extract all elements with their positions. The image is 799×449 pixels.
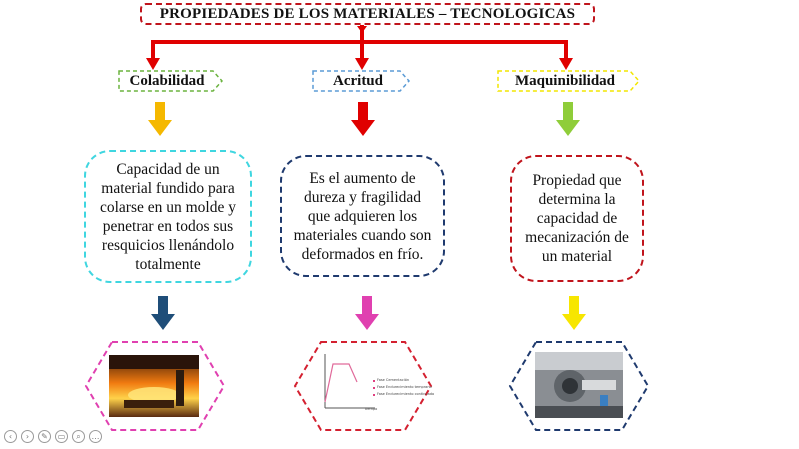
connector-arrowhead-right — [559, 58, 573, 70]
lathe-photo-image — [535, 352, 623, 418]
title-arrowhead — [357, 26, 367, 33]
hexagon-acritud — [293, 340, 433, 432]
pen-icon[interactable]: ✎ — [38, 430, 51, 443]
arrow-down-icon — [556, 102, 580, 136]
hexagon-maquinibilidad — [508, 340, 650, 432]
tag-maquinibilidad — [497, 70, 640, 92]
hexagon-colabilidad — [84, 340, 226, 432]
arrow-down-icon — [355, 296, 379, 330]
next-icon[interactable]: › — [21, 430, 34, 443]
arrow-down-icon — [151, 296, 175, 330]
tag-colabilidad — [118, 70, 223, 92]
graph-legend-item: Fase Cementación — [377, 378, 410, 382]
tag-label: Colabilidad — [129, 72, 205, 89]
prev-icon[interactable]: ‹ — [4, 430, 17, 443]
description-card-colabilidad: Capacidad de un material fundido para colarse en un molde y penetrar en todos sus resquicios llenándolo totalmente — [84, 150, 252, 283]
casting-photo-image — [109, 355, 199, 417]
description-card-maquinibilidad: Propiedad que determina la capacidad de mecanización de un material — [510, 155, 644, 282]
graph-legend-item: Fase Endurecimiento temprano — [377, 385, 432, 389]
arrow-down-icon — [562, 296, 586, 330]
more-icon[interactable]: … — [89, 430, 102, 443]
graph-legend-item: Fase Endurecimiento continuado — [377, 392, 435, 396]
connector-arrowhead-center — [355, 58, 369, 70]
arrow-down-icon — [148, 102, 172, 136]
zoom-icon[interactable]: ⌕ — [72, 430, 85, 443]
eraser-icon[interactable]: ▭ — [55, 430, 68, 443]
tag-label: Maquinibilidad — [514, 72, 616, 89]
connector-arrowhead-left — [146, 58, 160, 70]
tag-acritud — [312, 70, 410, 92]
presentation-toolbar — [4, 430, 102, 443]
description-card-acritud: Es el aumento de dureza y fragilidad que adquieren los materiales cuando son deformados en frío. — [280, 155, 445, 277]
graph-legend — [377, 377, 434, 398]
tag-label: Acritud — [333, 72, 383, 89]
arrow-down-icon — [351, 102, 375, 136]
diagram-title: PROPIEDADES DE LOS MATERIALES – TECNOLOGICAS — [140, 3, 595, 25]
graph-x-label: tiempo — [365, 407, 378, 411]
